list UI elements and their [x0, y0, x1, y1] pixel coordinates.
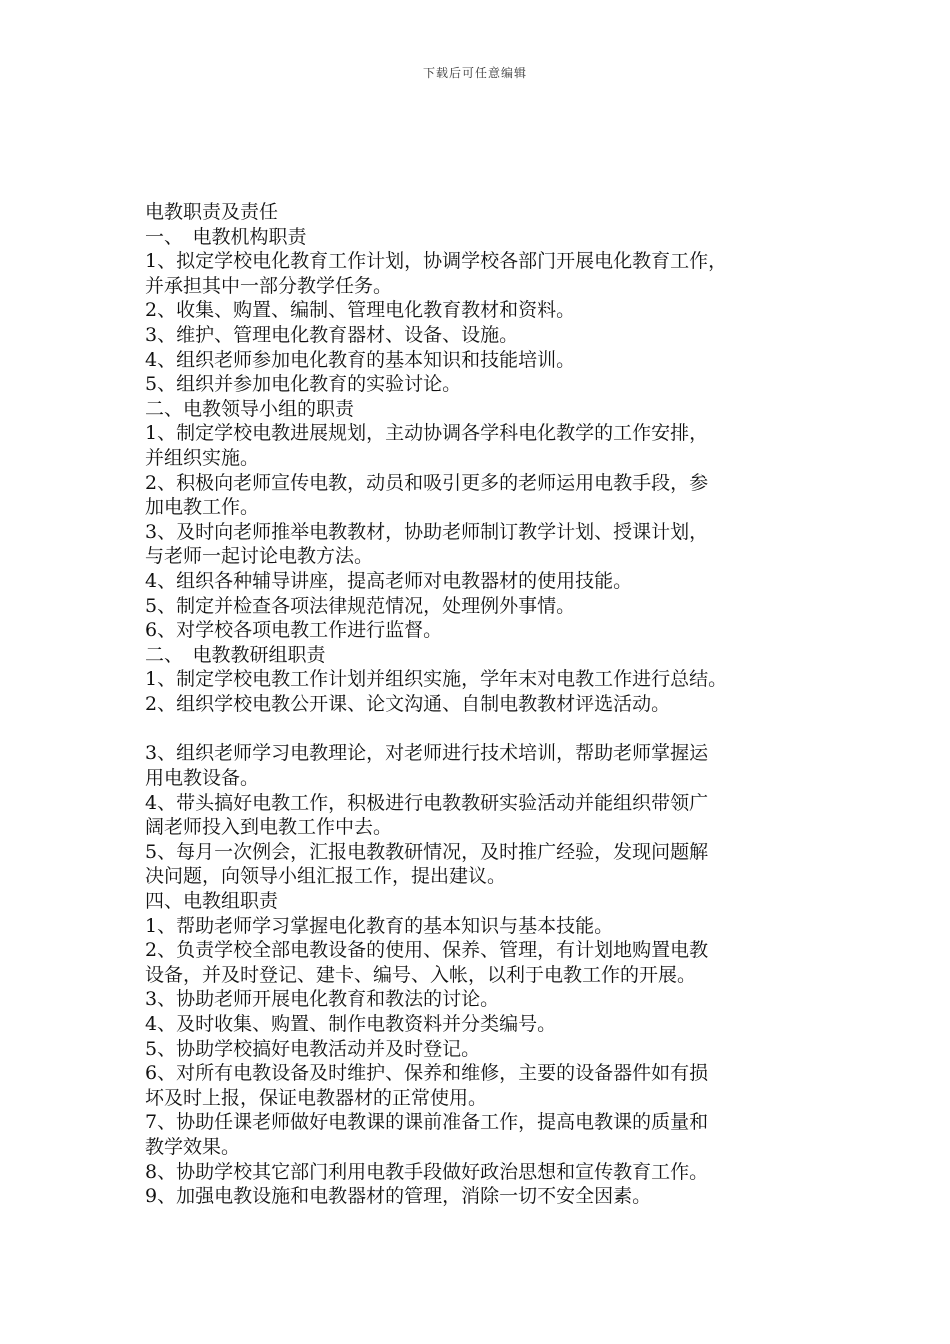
text-line: 5、组织并参加电化教育的实验讨论。 — [145, 373, 462, 396]
text-line: 1、制定学校电教进展规划，主动协调各学科电化教学的工作安排， — [145, 422, 709, 445]
text-line: 4、组织各种辅导讲座，提高老师对电教器材的使用技能。 — [145, 569, 633, 592]
text-line: 并承担其中一部分教学任务。 — [145, 274, 393, 297]
text-line: 与老师一起讨论电教方法。 — [145, 545, 374, 568]
text-line: 设备，并及时登记、建卡、编号、入帐，以利于电教工作的开展。 — [145, 963, 697, 986]
section-heading: 二、 电教教研组职责 — [145, 643, 326, 666]
text-line: 6、对所有电教设备及时维护、保养和维修，主要的设备器件如有损 — [145, 1062, 709, 1085]
text-line: 3、维护、管理电化教育器材、设备、设施。 — [145, 323, 519, 346]
section-heading: 二、电教领导小组的职责 — [145, 397, 355, 420]
text-line: 2、组织学校电教公开课、论文沟通、自制电教教材评选活动。 — [145, 692, 671, 715]
text-line: 4、及时收集、购置、制作电教资料并分类编号。 — [145, 1013, 557, 1035]
section-heading: 一、 电教机构职责 — [145, 225, 307, 248]
text-line: 1、拟定学校电化教育工作计划，协调学校各部门开展电化教育工作， — [145, 250, 728, 273]
text-line: 1、帮助老师学习掌握电化教育的基本知识与基本技能。 — [145, 914, 614, 937]
text-line: 并组织实施。 — [145, 446, 260, 469]
text-line: 5、每月一次例会，汇报电教教研情况，及时推广经验，发现问题解 — [145, 840, 709, 863]
text-line: 9、加强电教设施和电教器材的管理，消除一切不安全因素。 — [145, 1185, 652, 1208]
document-body — [145, 200, 825, 1209]
text-line: 2、积极向老师宣传电教，动员和吸引更多的老师运用电教手段，参 — [145, 471, 709, 494]
text-line: 教学效果。 — [145, 1135, 241, 1158]
text-line: 4、带头搞好电教工作，积极进行电教教研实验活动并能组织带领广 — [145, 791, 709, 814]
document-title: 电教职责及责任 — [145, 201, 279, 223]
text-line: 1、制定学校电教工作计划并组织实施，学年末对电教工作进行总结。 — [145, 668, 728, 691]
text-line: 6、对学校各项电教工作进行监督。 — [145, 619, 443, 642]
text-line: 2、收集、购置、编制、管理电化教育教材和资料。 — [145, 299, 576, 322]
text-line: 3、协助老师开展电化教育和教法的讨论。 — [145, 988, 500, 1011]
text-line: 决问题，向领导小组汇报工作，提出建议。 — [145, 865, 507, 888]
blank-line — [145, 716, 825, 741]
text-line: 5、制定并检查各项法律规范情况，处理例外事情。 — [145, 594, 576, 617]
text-line: 8、协助学校其它部门利用电教手段做好政治思想和宣传教育工作。 — [145, 1160, 709, 1183]
text-line: 用电教设备。 — [145, 767, 260, 790]
text-line: 4、组织老师参加电化教育的基本知识和技能培训。 — [145, 348, 576, 371]
text-line: 3、及时向老师推举电教教材，协助老师制订教学计划、授课计划， — [145, 520, 709, 543]
header-note: 下载后可任意编辑 — [422, 66, 527, 80]
section-heading: 四、电教组职责 — [145, 890, 279, 913]
text-line: 2、负责学校全部电教设备的使用、保养、管理，有计划地购置电教 — [145, 939, 709, 962]
text-line: 加电教工作。 — [145, 496, 260, 519]
text-line: 5、协助学校搞好电教活动并及时登记。 — [145, 1037, 481, 1060]
text-line: 3、组织老师学习电教理论，对老师进行技术培训，帮助老师掌握运 — [145, 742, 709, 765]
text-line: 阔老师投入到电教工作中去。 — [145, 816, 393, 839]
text-line: 7、协助任课老师做好电教课的课前准备工作，提高电教课的质量和 — [145, 1111, 709, 1134]
text-line: 坏及时上报，保证电教器材的正常使用。 — [145, 1086, 488, 1109]
